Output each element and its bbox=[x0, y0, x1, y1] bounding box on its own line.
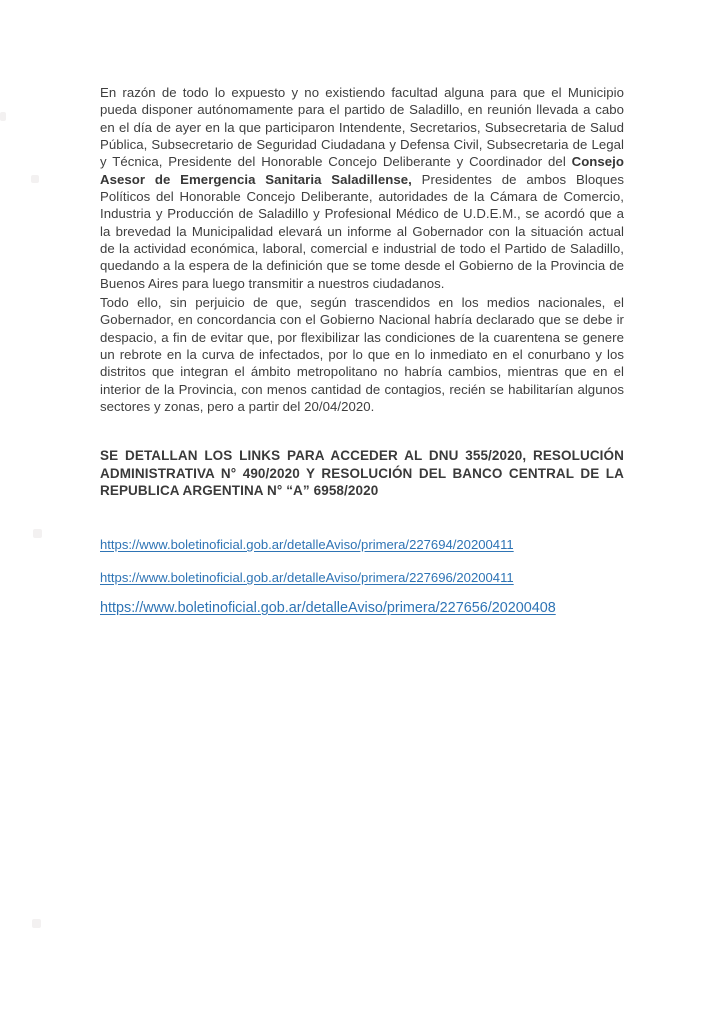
scan-artifact bbox=[33, 529, 42, 538]
scan-artifact bbox=[32, 919, 41, 928]
link-boletin-227656[interactable]: https://www.boletinoficial.gob.ar/detalleAviso/primera/227656/20200408 bbox=[100, 600, 556, 616]
section-heading-links: SE DETALLAN LOS LINKS PARA ACCEDER AL DNU 355/2020, RESOLUCIÓN ADMINISTRATIVA N° 490/2020 Y RESOLUCIÓN DEL BANCO CENTRAL DE LA REPUBLICA ARGENTINA N° “A” 6958/2020 bbox=[100, 448, 624, 498]
link-boletin-227696[interactable]: https://www.boletinoficial.gob.ar/detalleAviso/primera/227696/20200411 bbox=[100, 570, 514, 585]
paragraph-gobernador: Todo ello, sin perjuicio de que, según trascendidos en los medios nacionales, el Gobernador, en concordancia con el Gobierno Nacional habría declarado que se debe ir despacio, a fin de evitar que, por flexibilizar las condiciones de la cuarentena se genere un rebrote en la curva de infectados, por lo que en lo inmediato en el conurbano y los distritos que integran el ámbito metropolitano no habría cambios, mientras que en el interior de la Provincia, con menos cantidad de contagios, recién se habilitarían algunos sectores y zonas, pero a partir del 20/04/2020. bbox=[100, 295, 624, 415]
paragraph-municipio bbox=[100, 84, 624, 292]
link-row-1 bbox=[100, 536, 514, 554]
link-row-3 bbox=[100, 599, 556, 617]
paragraph-municipio-text-after: Presidentes de ambos Bloques Políticos del Honorable Concejo Deliberante, autoridades de la Cámara de Comercio, Industria y Producción de Saladillo y Profesional Médico de U.D.E.M., se acordó que a la brevedad la Municipalidad elevará un informe al Gobernador con la situación actual de la actividad económica, laboral, comercial e industrial de todo el Partido de Saladillo, quedando a la espera de la definición que se tome desde el Gobierno de la Provincia de Buenos Aires para luego transmitir a nuestros ciudadanos. bbox=[100, 171, 625, 291]
link-boletin-227694[interactable]: https://www.boletinoficial.gob.ar/detalleAviso/primera/227694/20200411 bbox=[100, 537, 514, 552]
paragraph-municipio-text-before: En razón de todo lo expuesto y no existiendo facultad alguna para que el Municipio pueda disponer autónomamente para el partido de Saladillo, en reunión llevada a cabo en el día de ayer en la que participaron Intendente, Secretarios, Subsecretaria de Salud Pública, Subsecretario de Seguridad Ciudadana y Defensa Civil, Subsecretaria de Legal y Técnica, Presidente del Honorable Concejo Deliberante y Coordinador del bbox=[100, 85, 624, 170]
scan-artifact bbox=[0, 112, 6, 121]
scan-artifact bbox=[31, 175, 39, 183]
link-row-2 bbox=[100, 569, 514, 587]
paragraph-municipio-bold-segment: Consejo Asesor de Emergencia Sanitaria Saladillense, bbox=[100, 154, 624, 187]
